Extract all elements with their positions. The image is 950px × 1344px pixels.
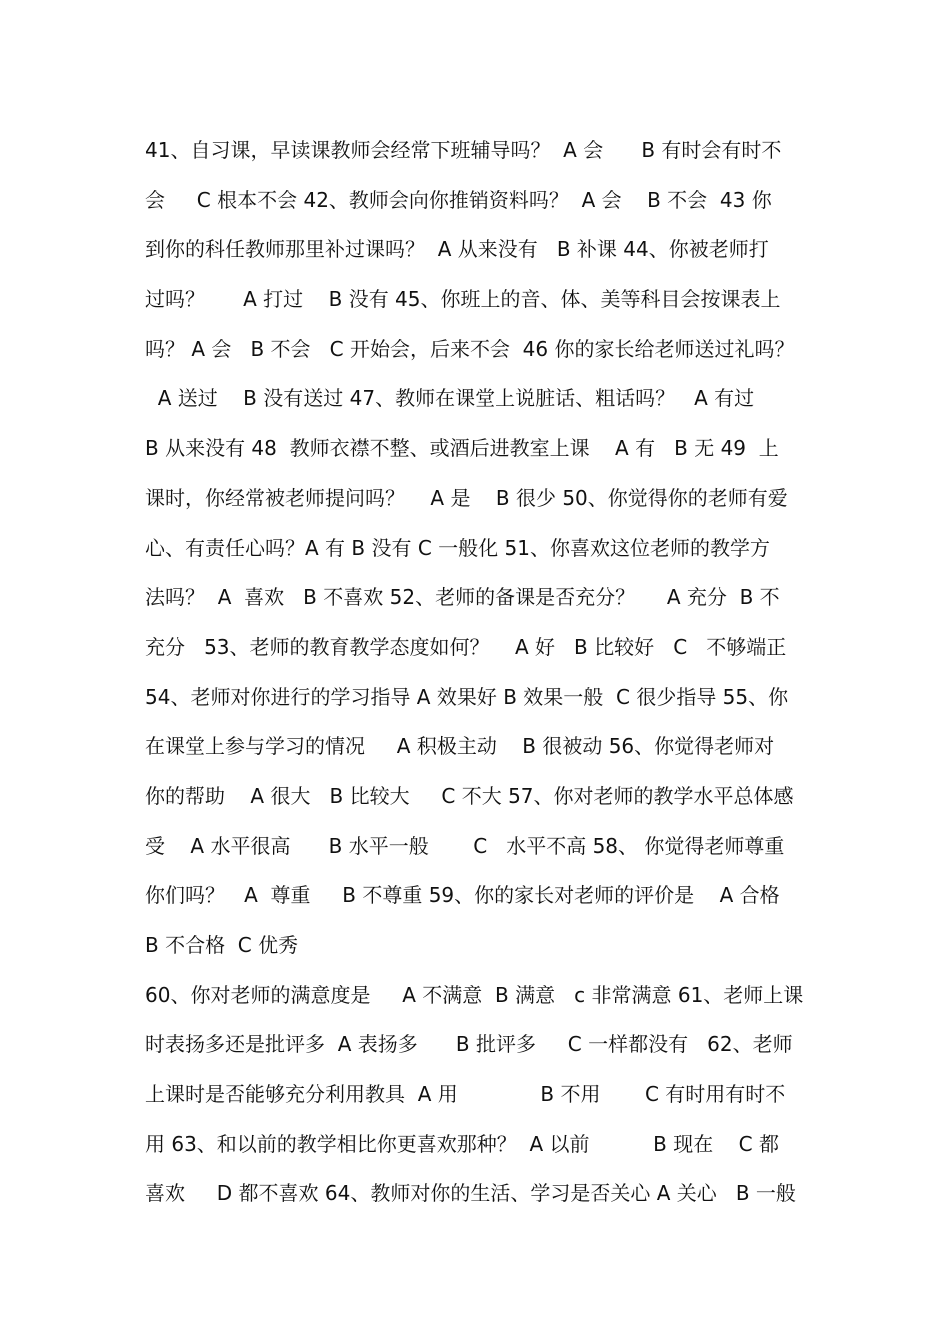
text-line: 41、自习课，早读课教师会经常下班辅导吗？ A 会 B 有时会有时不	[145, 138, 782, 162]
text-line: 喜欢 D 都不喜欢 64、教师对你的生活、学习是否关心 A 关心 B 一般	[145, 1181, 796, 1206]
text-line: 充分 53、老师的教育教学态度如何？ A 好 B 比较好 C 不够端正	[145, 634, 787, 659]
text-line: 在课堂上参与学习的情况 A 积极主动 B 很被动 56、你觉得老师对	[145, 734, 775, 759]
text-line: 54、老师对你进行的学习指导 A 效果好 B 效果一般 C 很少指导 55、你	[145, 684, 789, 709]
text-line: 用 63、和以前的教学相比你更喜欢那种？ A 以前 B 现在 C 都	[145, 1131, 779, 1156]
text-line: 会 C 根本不会 42、教师会向你推销资料吗？ A 会 B 不会 43 你	[145, 187, 772, 212]
text-line: 你的帮助 A 很大 B 比较大 C 不大 57、你对老师的教学水平总体感	[145, 783, 794, 808]
text-line: 过吗？ A 打过 B 没有 45、你班上的音、体、美等科目会按课表上	[145, 287, 781, 312]
text-line: 吗？ A 会 B 不会 C 开始会，后来不会 46 你的家长给老师送过礼吗？	[145, 336, 795, 361]
text-line: 课时，你经常被老师提问吗？ A 是 B 很少 50、你觉得你的老师有爱	[145, 485, 788, 510]
text-line: 受 A 水平很高 B 水平一般 C 水平不高 58、 你觉得老师尊重	[145, 833, 785, 858]
text-line: A 送过 B 没有送过 47、教师在课堂上说脏话、粗话吗？ A 有过	[145, 386, 755, 411]
text-line: B 从来没有 48 教师衣襟不整、或酒后进教室上课 A 有 B 无 49 上	[145, 436, 779, 461]
text-line: 60、你对老师的满意度是 A 不满意 B 满意 c 非常满意 61、老师上课	[145, 982, 804, 1007]
text-line: 你们吗？ A 尊重 B 不尊重 59、你的家长对老师的评价是 A 合格	[145, 883, 780, 908]
text-line: 时表扬多还是批评多 A 表扬多 B 批评多 C 一样都没有 62、老师	[145, 1032, 793, 1057]
text-line: 上课时是否能够充分利用教具 A 用 B 不用 C 有时用有时不	[145, 1082, 786, 1107]
text-line: 心、有责任心吗？A 有 B 没有 C 一般化 51、你喜欢这位老师的教学方	[145, 535, 770, 560]
text-line: B 不合格 C 优秀	[145, 933, 299, 957]
text-line: 法吗？ A 喜欢 B 不喜欢 52、老师的备课是否充分？ A 充分 B 不	[145, 585, 780, 610]
text-line: 到你的科任教师那里补过课吗？ A 从来没有 B 补课 44、你被老师打	[145, 237, 769, 262]
questionnaire-text	[145, 126, 815, 1219]
